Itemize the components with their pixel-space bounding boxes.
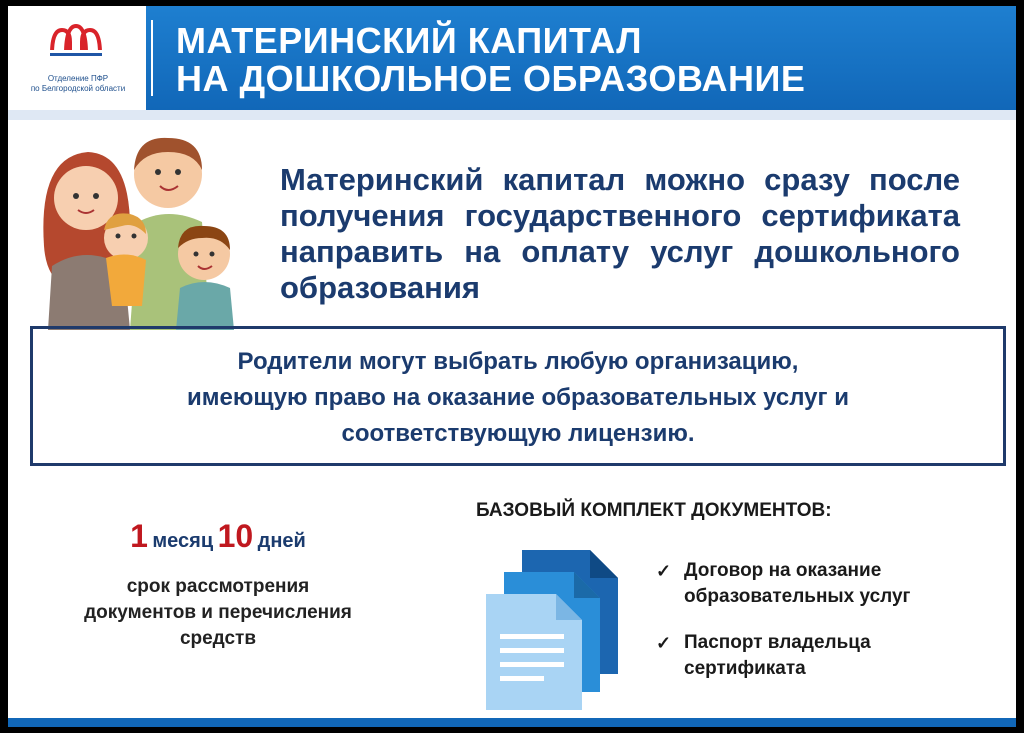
term-desc-line1: срок рассмотрения	[126, 576, 310, 597]
org-name-line2: по Белгородской области	[30, 84, 126, 93]
months-unit: месяц	[152, 530, 214, 552]
checkmark-icon: ✓	[656, 633, 672, 653]
doc-item-line1: Договор на оказание	[684, 560, 882, 581]
term-desc-line2: документов и перечисления	[84, 602, 352, 623]
page-title-line1: МАТЕРИНСКИЙ КАПИТАЛ	[176, 20, 642, 61]
info-line3: соответствующую лицензию.	[341, 420, 695, 447]
header-stripe	[8, 110, 1016, 120]
doc-item-line2: образовательных услуг	[684, 586, 911, 607]
documents-list	[656, 558, 986, 702]
page-title	[176, 22, 805, 98]
family-illustration	[34, 126, 254, 330]
days-unit: дней	[257, 530, 306, 552]
header-divider	[151, 20, 153, 96]
term-desc-line3: средств	[179, 628, 257, 649]
page-title-line2: НА ДОШКОЛЬНОЕ ОБРАЗОВАНИЕ	[176, 58, 806, 99]
months-value: 1	[130, 518, 148, 554]
checkmark-icon: ✓	[656, 561, 672, 581]
list-item	[656, 630, 986, 682]
info-line2: имеющую право на оказание образовательных услуг и	[187, 384, 849, 411]
term-description	[38, 574, 398, 652]
info-line1: Родители могут выбрать любую организацию,	[237, 348, 799, 375]
days-value: 10	[217, 518, 254, 554]
list-item	[656, 558, 986, 610]
processing-term	[48, 518, 388, 555]
documents-icon	[478, 542, 628, 712]
doc-item-line1: Паспорт владельца	[684, 632, 871, 653]
slide	[8, 6, 1016, 727]
pfr-logo-icon	[48, 24, 104, 58]
info-frame-text	[68, 344, 968, 452]
org-name-line1: Отделение ПФР	[47, 74, 109, 83]
footer-bar	[8, 718, 1016, 727]
doc-item-line2: сертификата	[684, 658, 806, 679]
org-name	[16, 74, 140, 94]
pfr-logo-block	[8, 6, 146, 110]
header-bar	[8, 6, 1016, 110]
docs-title: БАЗОВЫЙ КОМПЛЕКТ ДОКУМЕНТОВ:	[476, 500, 832, 521]
lead-paragraph: Материнский капитал можно сразу после получения государственного сертификата направить на оплату услуг дошкольного образования	[280, 162, 960, 305]
